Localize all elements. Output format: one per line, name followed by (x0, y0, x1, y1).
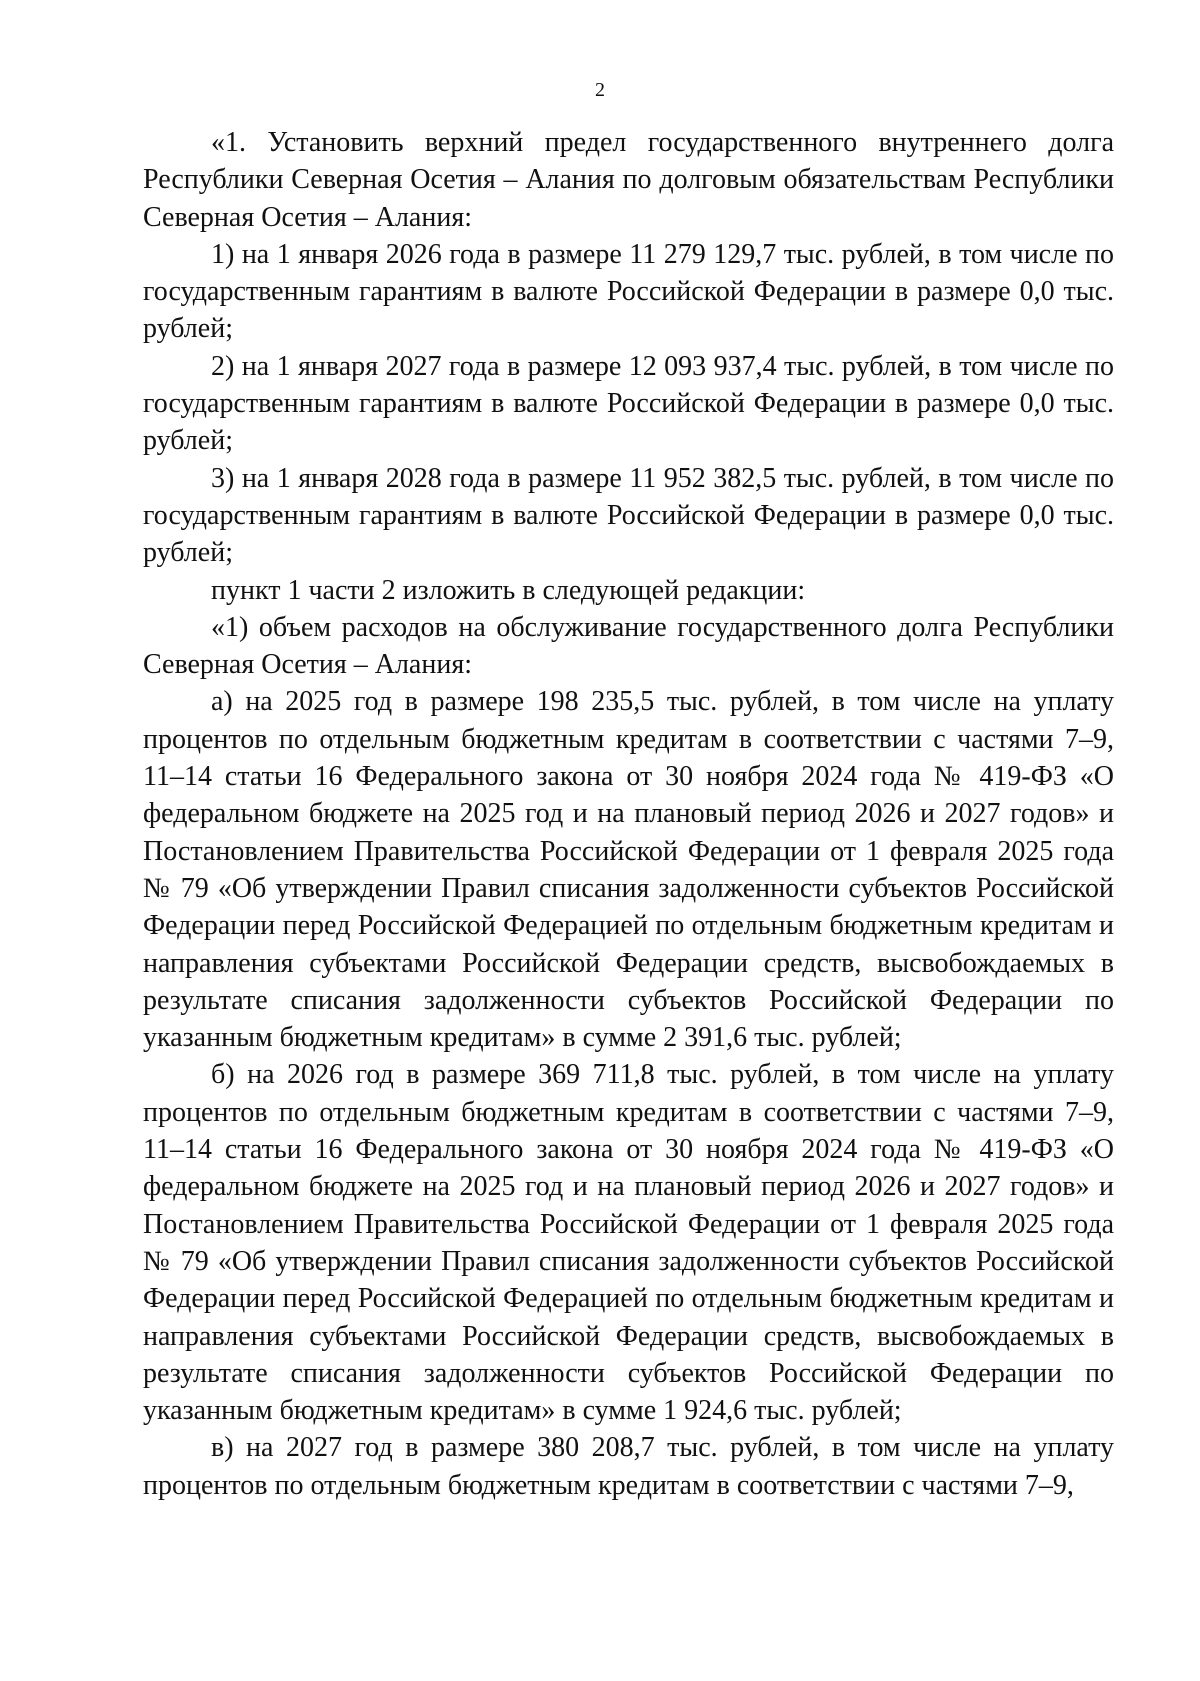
paragraph-debt-limit-2028: 3) на 1 января 2028 года в размере 11 952 382,5 тыс. рублей, в том числе по государственным гарантиям в валюте Российской Федерации в размере 0,0 тыс. рублей; (143, 462, 1114, 569)
page-number: 2 (595, 79, 605, 101)
paragraph-debt-service-2026: б) на 2026 год в размере 369 711,8 тыс. рублей, в том числе на уплату процентов по отдельным бюджетным кредитам в соответствии с частями 7–9, 11–14 статьи 16 Федерального закона от 30 ноября 2024 года № 419-ФЗ «О федеральном бюджете на 2025 год и на плановый период 2026 и 2027 годов» и Постановлением Правительства Российской Федерации от 1 февраля 2025 года № 79 «Об утверждении Правил списания задолженности субъектов Российской Федерации перед Российской Федерацией по отдельным бюджетным кредитам и направления субъектами Российской Федерации средств, высвобождаемых в результате списания задолженности субъектов Российской Федерации по указанным бюджетным кредитам» в сумме 1 924,6 тыс. рублей; (143, 1059, 1114, 1427)
document-body (143, 124, 1114, 1504)
paragraph-debt-limit-intro: «1. Установить верхний предел государственного внутреннего долга Республики Северная Осетия – Алания по долговым обязательствам Республики Северная Осетия – Алания: (143, 127, 1114, 233)
paragraph-debt-limit-2026: 1) на 1 января 2026 года в размере 11 279 129,7 тыс. рублей, в том числе по государственным гарантиям в валюте Российской Федерации в размере 0,0 тыс. рублей; (143, 238, 1114, 345)
paragraph-debt-service-2027: в) на 2027 год в размере 380 208,7 тыс. рублей, в том числе на уплату процентов по отдельным бюджетным кредитам в соответствии с частями 7–9, (143, 1432, 1114, 1501)
paragraph-debt-service-intro: «1) объем расходов на обслуживание государственного долга Республики Северная Осетия – Алания: (143, 611, 1114, 681)
paragraph-debt-service-2025: а) на 2025 год в размере 198 235,5 тыс. рублей, в том числе на уплату процентов по отдельным бюджетным кредитам в соответствии с частями 7–9, 11–14 статьи 16 Федерального закона от 30 ноября 2024 года № 419-ФЗ «О федеральном бюджете на 2025 год и на плановый период 2026 и 2027 годов» и Постановлением Правительства Российской Федерации от 1 февраля 2025 года № 79 «Об утверждении Правил списания задолженности субъектов Российской Федерации перед Российской Федерацией по отдельным бюджетным кредитам и направления субъектами Российской Федерации средств, высвобождаемых в результате списания задолженности субъектов Российской Федерации по указанным бюджетным кредитам» в сумме 2 391,6 тыс. рублей; (143, 686, 1114, 1054)
paragraph-debt-limit-2027: 2) на 1 января 2027 года в размере 12 093 937,4 тыс. рублей, в том числе по государственным гарантиям в валюте Российской Федерации в размере 0,0 тыс. рублей; (143, 350, 1114, 457)
paragraph-amendment-clause: пункт 1 части 2 изложить в следующей редакции: (211, 574, 806, 606)
